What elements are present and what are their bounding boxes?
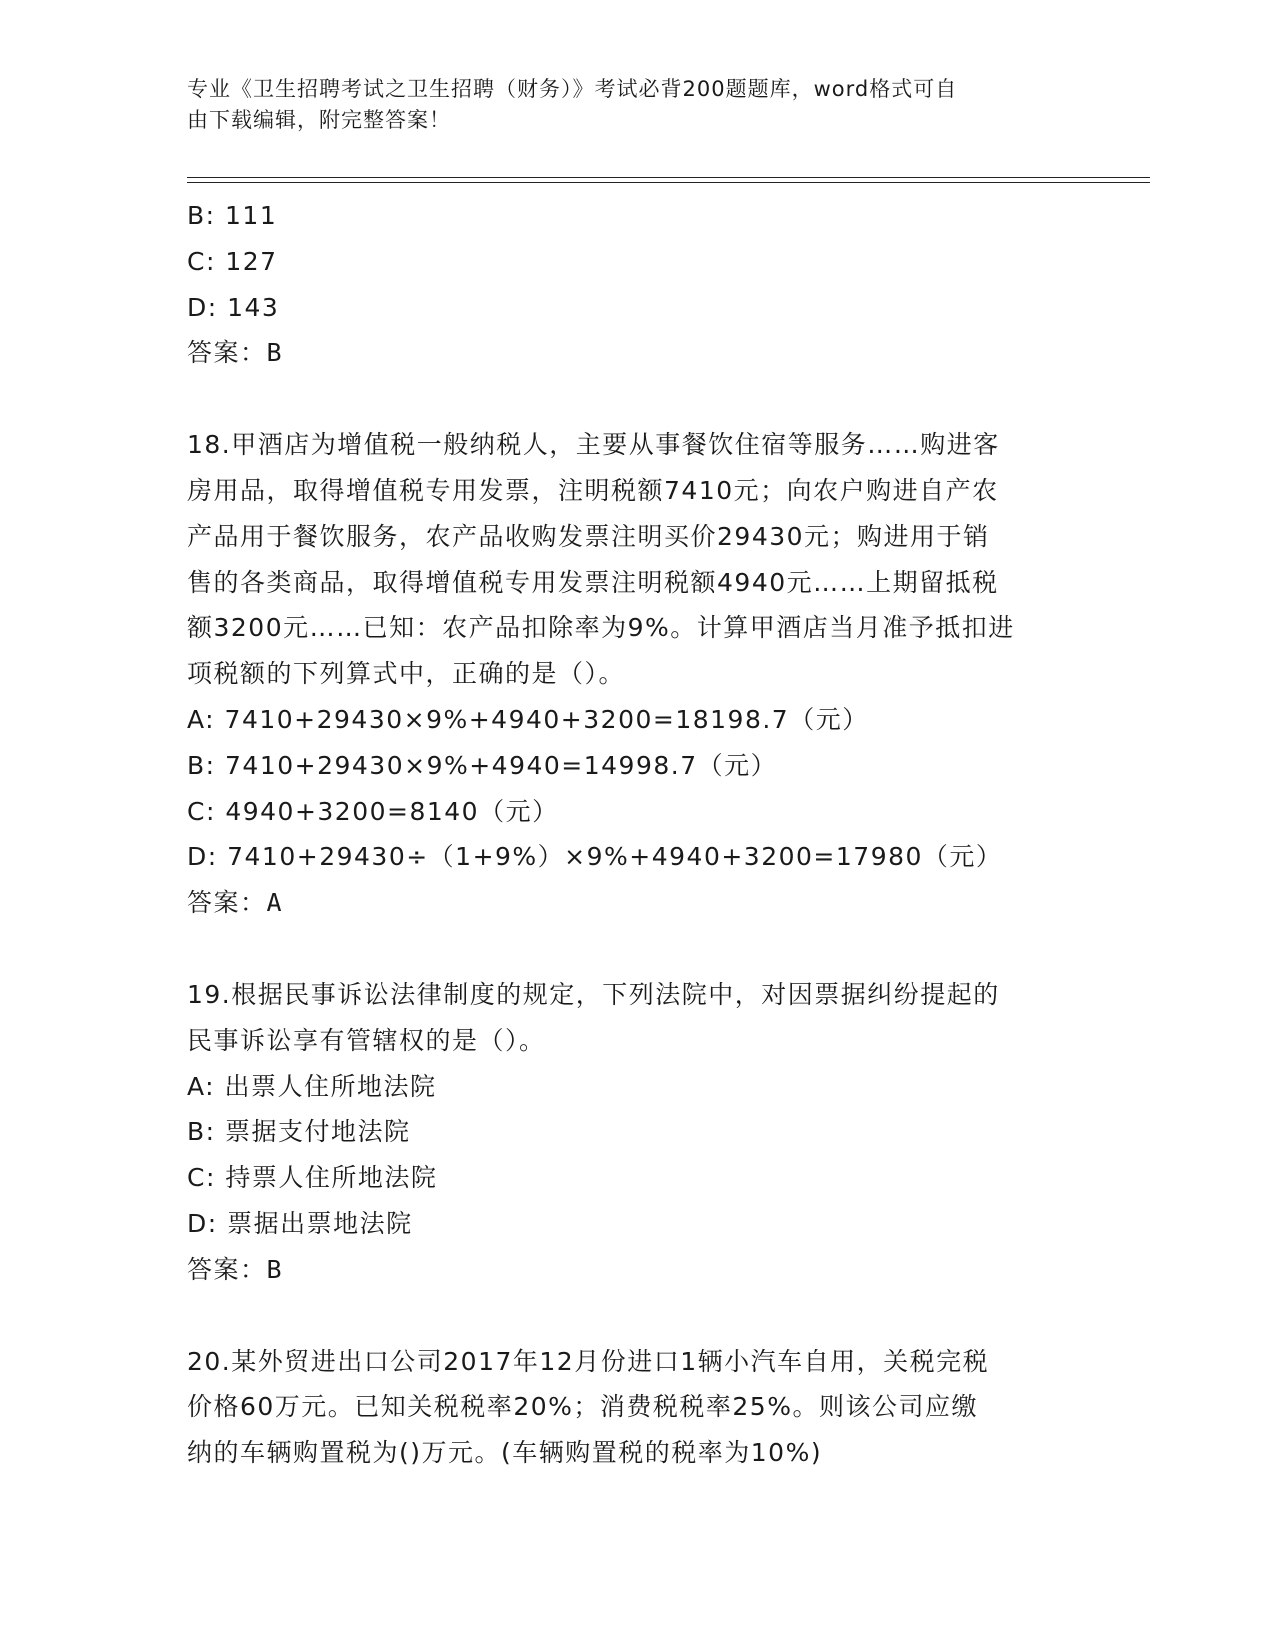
option-d: D: 143 [187, 292, 280, 322]
question-18-text [187, 422, 1087, 697]
document-header [187, 74, 1067, 136]
question-text-line: 纳的车辆购置税为()万元。(车辆购置税的税率为10%) [187, 1438, 823, 1468]
question-text-line: 额3200元……已知：农产品扣除率为9%。计算甲酒店当月准予抵扣进 [187, 613, 1015, 643]
question-19-text [187, 972, 1087, 1064]
question-text-line: 民事诉讼享有管辖权的是（）。 [187, 1025, 546, 1055]
question-text-line: 19.根据民事诉讼法律制度的规定，下列法院中，对因票据纠纷提起的 [187, 979, 1000, 1009]
question-text-line: 价格60万元。已知关税税率20%；消费税税率25%。则该公司应缴 [187, 1392, 978, 1422]
header-line-2: 由下载编辑，附完整答案！ [187, 108, 451, 132]
question-20-text [187, 1339, 1087, 1476]
answer-line: 答案：B [187, 1254, 284, 1284]
prev-question [187, 193, 1087, 376]
option-a: A: 出票人住所地法院 [187, 1071, 437, 1101]
header-divider-top [187, 177, 1150, 178]
header-line-1: 专业《卫生招聘考试之卫生招聘（财务）》考试必背200题题库，word格式可自 [187, 77, 958, 101]
option-d: D: 7410+29430÷（1+9%）×9%+4940+3200=17980（元） [187, 842, 1003, 872]
answer-line: 答案：A [187, 888, 284, 918]
option-b: B: 票据支付地法院 [187, 1117, 411, 1147]
question-text-line: 房用品，取得增值税专用发票，注明税额7410元；向农户购进自产农 [187, 475, 999, 505]
question-20 [187, 1339, 1087, 1476]
question-text-line: 20.某外贸进出口公司2017年12月份进口1辆小汽车自用，关税完税 [187, 1346, 990, 1376]
question-text-line: 售的各类商品，取得增值税专用发票注明税额4940元……上期留抵税 [187, 567, 999, 597]
question-text-line: 产品用于餐饮服务，农产品收购发票注明买价29430元；购进用于销 [187, 521, 990, 551]
question-text-line: 18.甲酒店为增值税一般纳税人，主要从事餐饮住宿等服务……购进客 [187, 430, 1000, 460]
option-a: A: 7410+29430×9%+4940+3200=18198.7（元） [187, 704, 869, 734]
question-text-line: 项税额的下列算式中，正确的是（）。 [187, 659, 626, 689]
option-b: B: 111 [187, 201, 278, 230]
document-body [187, 193, 1087, 1476]
question-18 [187, 422, 1087, 926]
option-d: D: 票据出票地法院 [187, 1208, 413, 1238]
option-c: C: 127 [187, 246, 278, 276]
option-c: C: 持票人住所地法院 [187, 1163, 438, 1193]
option-c: C: 4940+3200=8140（元） [187, 796, 559, 826]
answer-line: 答案：B [187, 338, 284, 368]
header-divider-bottom [187, 182, 1150, 183]
question-19 [187, 972, 1087, 1293]
option-b: B: 7410+29430×9%+4940=14998.7（元） [187, 750, 778, 780]
